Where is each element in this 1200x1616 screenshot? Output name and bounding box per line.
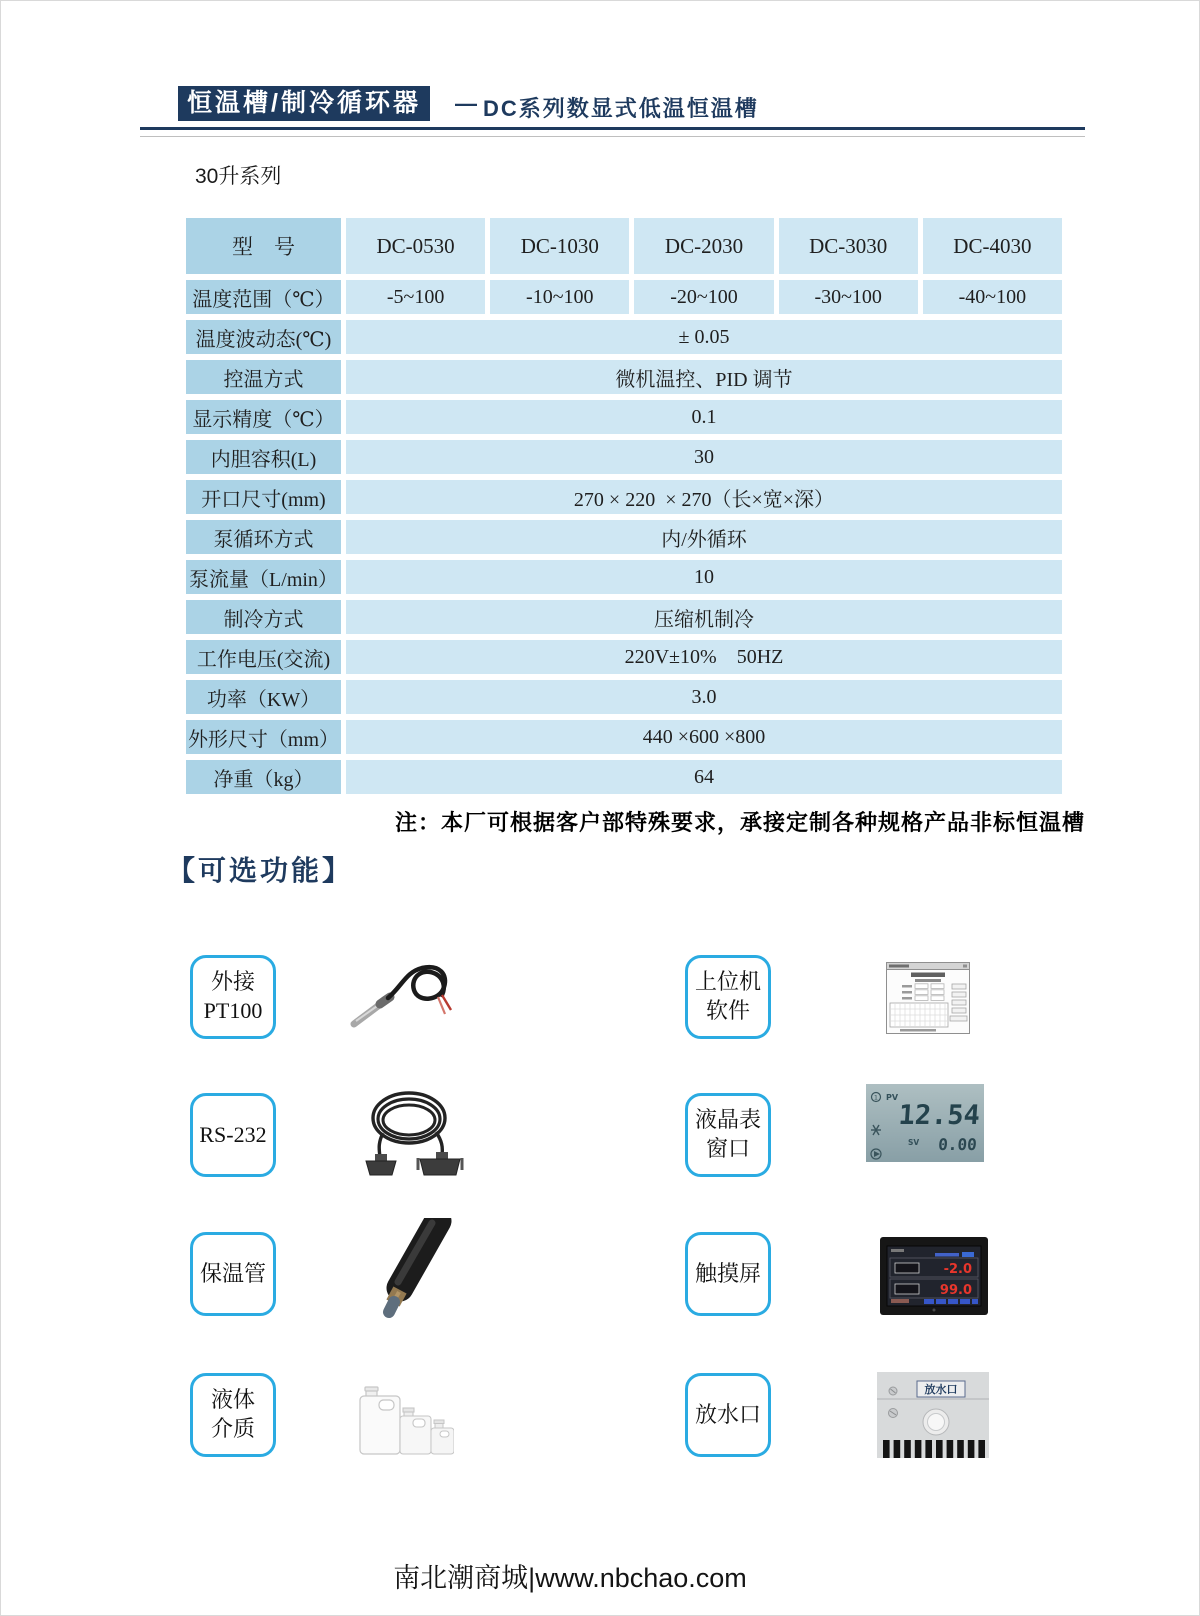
option-box-touch-screen [685,1232,771,1316]
page-title: DC系列数显式低温恒温槽 [483,96,759,121]
spec-model-name: DC-2030 [634,218,773,274]
optional-features-title: 【可选功能】 [167,855,354,886]
jug-medium [400,1408,431,1454]
cable-tail [379,1133,383,1157]
spec-row-label: 显示精度（℃） [186,400,341,434]
spec-cell-value: -10~100 [490,280,629,314]
close-icon [963,965,967,968]
spec-cell-value: 440 ×600 ×800 [346,720,1062,754]
option-box-insulation-tube [190,1232,276,1316]
drain-cap-center [928,1414,945,1431]
option-box-lcd-window [685,1093,771,1177]
liquid-jugs-illustration [352,1384,454,1458]
spec-cell-value: 10 [346,560,1062,594]
insulated-tube-image [358,1218,460,1320]
pv-value: 12.54 [897,1100,981,1131]
spec-cell-value: 压缩机制冷 [346,600,1062,634]
dash-separator: — [455,91,477,116]
status-bar-text [891,1299,909,1303]
option-label-line: 液晶表 [694,1107,761,1133]
cable-tail [436,1132,442,1155]
spec-row-label: 外形尺寸（mm） [186,720,341,754]
insulated-tube-illustration [358,1218,460,1320]
spec-header-label: 型 号 [186,218,341,274]
spec-cell-value: -30~100 [779,280,918,314]
option-label-line: RS-232 [199,1121,267,1147]
cable-coil [383,1105,435,1135]
spec-cell-value: -5~100 [346,280,485,314]
spec-cell-value: -40~100 [923,280,1062,314]
fitting-tip [389,1302,394,1312]
spec-row-label: 泵流量（L/min） [186,560,341,594]
touch-bottom-value: 99.0 [939,1283,972,1298]
spec-row-label: 温度波动态(℃) [186,320,341,354]
spec-cell-value: 内/外循环 [346,520,1062,554]
connector-hood [436,1152,448,1159]
status-text [900,1029,936,1032]
spec-model-name: DC-3030 [779,218,918,274]
spec-cell-value: 0.1 [346,400,1062,434]
series-title: 30升系列 [195,165,282,188]
jug-small [431,1420,454,1454]
drain-outlet-image [877,1372,989,1458]
option-label-line: 上位机 [694,969,761,995]
spec-row-label: 开口尺寸(mm) [186,480,341,514]
loop-number: 1 [873,1093,879,1102]
titlebar-text [889,965,909,968]
touch-screen-illustration [880,1237,988,1315]
spec-row-label: 控温方式 [186,360,341,394]
pt100-probe-image [344,950,462,1038]
option-label-line: 液体 [210,1387,255,1413]
setpoint-box [895,1263,919,1273]
touch-screen-image [880,1237,988,1315]
option-label-line: 介质 [210,1416,255,1441]
spec-cell-value: -20~100 [634,280,773,314]
spec-model-name: DC-4030 [923,218,1062,274]
spec-model-name: DC-0530 [346,218,485,274]
sv-label: SV [908,1138,920,1147]
option-label-line: 软件 [705,998,750,1023]
pc-software-image [886,962,970,1034]
db9-connector [366,1161,396,1175]
rs232-cable-image [352,1085,464,1185]
touch-buttons [924,1299,978,1304]
spec-row-label: 工作电压(交流) [186,640,341,674]
screen-status-chip [962,1252,974,1257]
spec-cell-value: 3.0 [346,680,1062,714]
lcd-display-illustration [866,1084,984,1162]
rs232-cable-illustration [352,1085,464,1185]
spec-row-label: 净重（kg） [186,760,341,794]
option-label-line: 放水口 [694,1401,761,1427]
spec-row-label: 功率（KW） [186,680,341,714]
header-rule-thin [140,136,1085,137]
spec-cell-value: 270 × 220 × 270（长×宽×深） [346,480,1062,514]
spec-cell-value: 30 [346,440,1062,474]
subheading-text [915,979,941,982]
spec-cell-value: 64 [346,760,1062,794]
lcd-display-image [866,1084,984,1162]
drain-label-text: 放水口 [924,1384,958,1396]
option-label-line: 窗口 [705,1136,750,1161]
liquid-jugs-image [352,1384,454,1458]
product-category-badge: 恒温槽/制冷循环器 [178,86,430,121]
option-label-line: 触摸屏 [694,1260,761,1286]
option-label-line: 保温管 [199,1260,266,1286]
footer [0,1556,1140,1595]
footer-text: 南北潮商城|www.nbchao.com [393,1563,747,1593]
connector-hood [375,1154,387,1161]
custom-order-note: 注：本厂可根据客户部特殊要求，承接定制各种规格产品非标恒温槽 [394,810,1085,835]
setpoint-box [895,1284,919,1294]
touch-top-value: -2.0 [943,1262,972,1277]
header-rule [140,127,1085,130]
option-box-pc-software [685,955,771,1039]
pc-software-illustration [886,962,970,1034]
screen-title-text [935,1253,959,1257]
option-box-rs232 [190,1093,276,1177]
spec-model-name: DC-1030 [490,218,629,274]
option-label-line: 外接 [210,969,255,995]
option-box-pt100 [190,955,276,1039]
spec-cell-value: 微机温控、PID 调节 [346,360,1062,394]
probe-cable [388,967,445,999]
spec-cell-value: ± 0.05 [346,320,1062,354]
option-box-drain-outlet [685,1373,771,1457]
spec-cell-value: 220V±10% 50HZ [346,640,1062,674]
spec-row-label: 内胆容积(L) [186,440,341,474]
db25-connector [420,1159,460,1175]
pt100-probe-illustration [344,950,462,1038]
jug-large [360,1387,400,1454]
spec-table [186,218,1062,794]
drain-outlet-illustration [877,1372,989,1458]
spec-row-label: 泵循环方式 [186,520,341,554]
spec-row-label: 温度范围（℃） [186,280,341,314]
brand-logo [891,1249,904,1252]
option-label-line: PT100 [203,998,263,1023]
heading-text [911,973,945,978]
bezel-button [933,1309,936,1312]
sv-value: 0.00 [937,1135,978,1154]
option-box-liquid-medium [190,1373,276,1457]
spec-row-label: 制冷方式 [186,600,341,634]
tube-body [400,1221,438,1288]
pv-label: PV [886,1093,899,1102]
form-labels [902,985,912,1000]
